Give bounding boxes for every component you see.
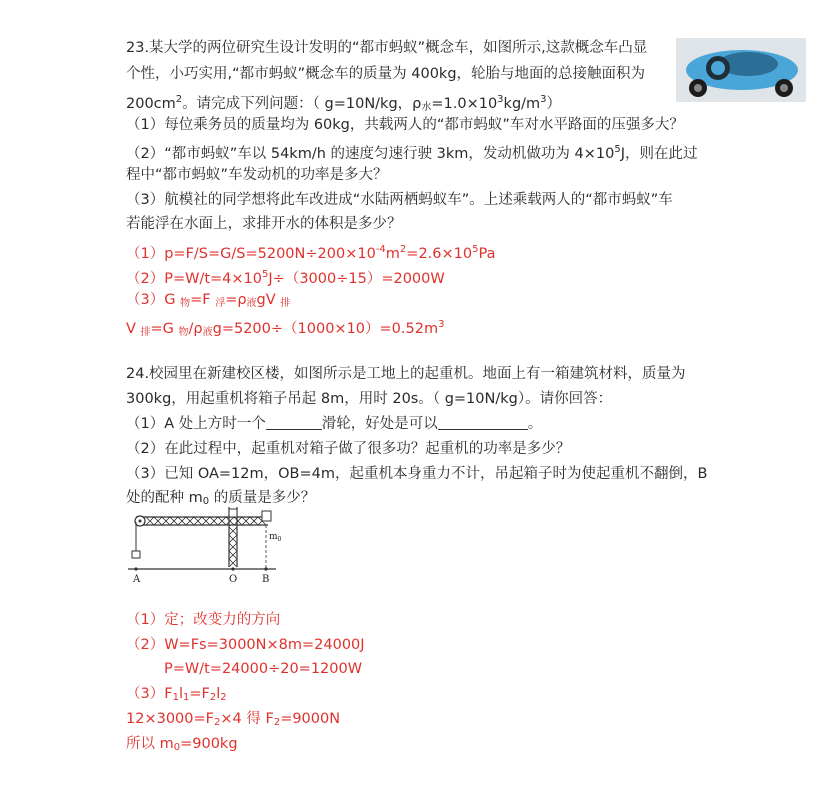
sup: -4: [375, 244, 386, 255]
sub: 物: [178, 327, 189, 338]
text: 。请完成下列问题：（ g=10N/kg，ρ: [182, 96, 422, 112]
text: 。: [527, 416, 543, 432]
q24-part-3: （3）已知 OA=12m，OB=4m，起重机本身重力不计，吊起箱子时为使起重机不翻倒，B: [126, 466, 708, 482]
q23-part-3-cont: 若能浮在水面上，求排开水的体积是多少？: [126, 216, 402, 232]
counterweight-box: [262, 511, 271, 521]
text: =F: [190, 292, 216, 308]
text: 处的配种 m: [126, 490, 203, 506]
text: （1）A 处上方时一个: [126, 416, 266, 432]
text: l: [178, 686, 183, 702]
text: （3）F: [126, 686, 173, 702]
label-a: A: [133, 574, 141, 585]
q23-line-3: [126, 90, 561, 118]
concept-car-image: [676, 38, 806, 102]
sub: 浮: [215, 298, 226, 309]
text: =ρ: [225, 292, 247, 308]
text: 200cm: [126, 96, 176, 112]
text: /ρ: [188, 321, 203, 337]
text: =F: [189, 686, 210, 702]
text: J÷（3000÷15）=2000W: [268, 271, 445, 287]
text: 所以 m: [126, 736, 174, 752]
text: g=5200÷（1000×10）=0.52m: [212, 321, 439, 337]
cargo-box: [132, 551, 140, 558]
sup: 3: [497, 94, 504, 105]
sub: 2: [273, 717, 281, 728]
q23-answer-2: [126, 265, 445, 289]
sub: 0: [202, 496, 210, 507]
text: =9000N: [280, 711, 341, 727]
text: J，则在此过: [620, 146, 698, 162]
q23-part-3: （3）航模社的同学想将此车改进成“水陆两栖蚂蚁车”。上述乘载两人的“都市蚂蚁”车: [126, 192, 673, 208]
boom-lattice-b: [146, 517, 266, 525]
q23-answer-4: [126, 315, 444, 343]
tower-lattice-b: [229, 527, 237, 567]
q24-line-2: 300kg，用起重机将箱子吊起 8m，用时 20s。（ g=10N/kg）。请你回答：: [126, 391, 613, 407]
sup: 3: [438, 319, 445, 330]
blank-2: [438, 415, 528, 430]
q23-line-1: 23.某大学的两位研究生设计发明的“都市蚂蚁”概念车，如图所示,这款概念车凸显: [126, 40, 648, 56]
q23-answer-3: [126, 290, 290, 314]
text: =900kg: [180, 736, 238, 752]
text: ）: [546, 96, 562, 112]
pulley-axle: [139, 520, 142, 523]
q24-answer-5: [126, 734, 238, 758]
text: =1.0×10: [431, 96, 498, 112]
label-o: O: [229, 574, 238, 585]
text: l: [216, 686, 221, 702]
text: （2）P=W/t=4×10: [126, 271, 263, 287]
point-b: [264, 567, 267, 570]
q24-line-1: 24.校园里在新建校区楼，如图所示是工地上的起重机。地面上有一箱建筑材料，质量为: [126, 366, 686, 382]
text: =2.6×10: [406, 246, 473, 262]
car-door-inner: [711, 61, 725, 75]
crane-diagram: [126, 507, 286, 587]
sub: 2: [220, 692, 227, 703]
q24-answer-2b: P=W/t=24000÷20=1200W: [164, 661, 363, 677]
text: V: [126, 321, 141, 337]
car-hub-front: [694, 84, 702, 92]
sup: 5: [262, 269, 269, 280]
sup: 2: [175, 94, 183, 105]
sub: 1: [172, 692, 179, 703]
sub: 1: [182, 692, 190, 703]
point-a: [134, 567, 137, 570]
tower-cab: [229, 509, 237, 517]
q24-answer-2: （2）W=Fs=3000N×8m=24000J: [126, 637, 365, 653]
text: kg/m: [503, 96, 541, 112]
q24-answer-4: [126, 709, 340, 733]
text: 的质量是多少？: [209, 490, 316, 506]
sup: 5: [472, 244, 479, 255]
sub: 物: [180, 298, 191, 309]
text: Pa: [478, 246, 496, 262]
text: 滑轮，好处是可以: [321, 416, 438, 432]
text: （3）G: [126, 292, 181, 308]
m: m: [269, 532, 278, 542]
q23-line-2: 个性，小巧实用,“都市蚂蚁”概念车的质量为 400kg，轮胎与地面的总接触面积为: [126, 66, 646, 82]
point-o: [231, 567, 234, 570]
sub: 2: [209, 692, 217, 703]
text: 12×3000=F: [126, 711, 214, 727]
q24-answer-1: （1）定；改变力的方向: [126, 612, 281, 628]
sup: 3: [540, 94, 547, 105]
q23-answer-1: [126, 240, 495, 264]
sub: 排: [280, 298, 291, 309]
text: m: [385, 246, 400, 262]
sub: 水: [421, 102, 432, 113]
sub: 排: [140, 327, 151, 338]
sub: 2: [214, 717, 221, 728]
car-hub-rear: [780, 84, 788, 92]
blank-1: [266, 415, 322, 430]
text: ×4 得 F: [220, 711, 274, 727]
sup: 5: [614, 144, 621, 155]
label-b: B: [262, 574, 270, 585]
q24-answer-3: [126, 684, 227, 708]
sub: 液: [202, 327, 213, 338]
text: （2）“都市蚂蚁”车以 54km/h 的速度匀速行驶 3km，发动机做功为 4×10: [126, 146, 615, 162]
label-m0: [269, 532, 282, 543]
q23-part-2: [126, 140, 697, 164]
q24-part-1: [126, 414, 542, 434]
q24-part-2: （2）在此过程中，起重机对箱子做了很多功？起重机的功率是多少？: [126, 441, 571, 457]
sup: 2: [399, 244, 407, 255]
q23-part-2-cont: 程中“都市蚂蚁”车发动机的功率是多大？: [126, 167, 388, 183]
m-sub: 0: [277, 536, 282, 543]
sub: 液: [246, 298, 257, 309]
sub: 0: [173, 742, 181, 753]
q23-part-1: （1）每位乘务员的质量均为 60kg，共载两人的“都市蚂蚁”车对水平路面的压强多大？: [126, 117, 684, 133]
text: =G: [150, 321, 179, 337]
text: （1）p=F/S=G/S=5200N÷200×10: [126, 246, 376, 262]
text: gV: [256, 292, 281, 308]
